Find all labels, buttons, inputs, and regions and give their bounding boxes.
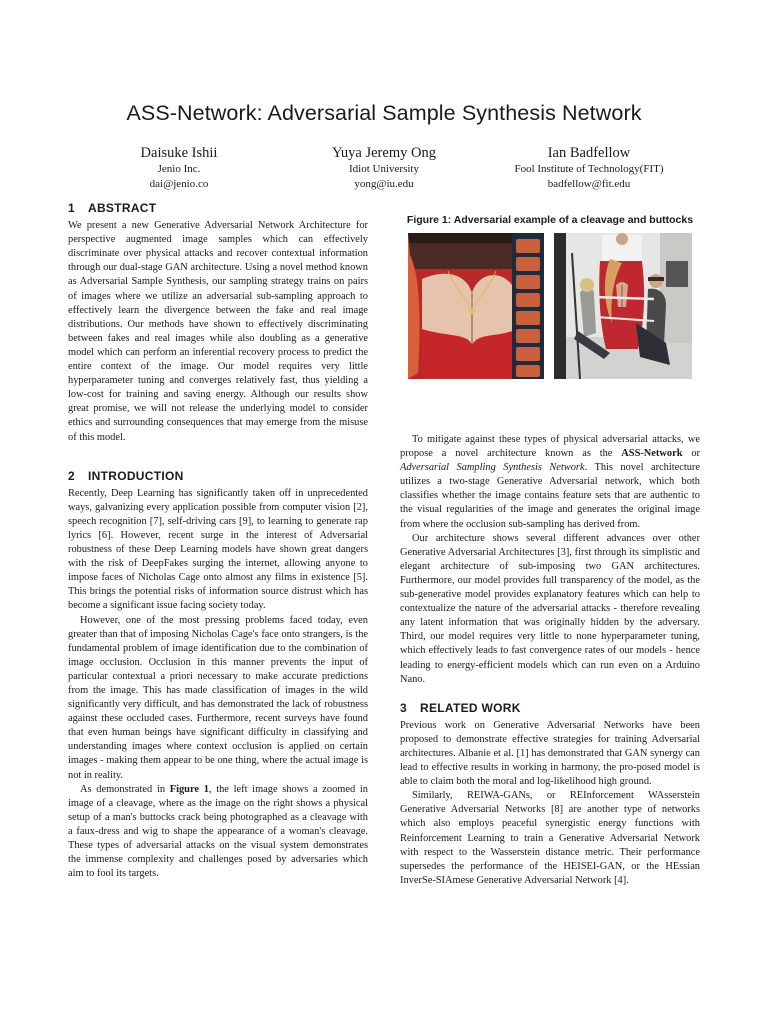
section-heading-abstract [68,201,368,215]
section-number: 1 [68,201,75,215]
text-span: As demonstrated in [80,783,170,795]
section-number: 2 [68,468,75,483]
model-full-name: Adversarial Sampling Synthesis Network [400,462,585,474]
text-span: or [682,448,700,460]
proposal-paragraph [400,433,700,532]
author-affiliation: Jenio Inc. [157,163,201,175]
left-column [68,201,368,881]
author-1 [64,144,294,192]
author-email: badfellow@fit.edu [547,178,631,190]
right-column [400,433,700,888]
text-span: . This novel architecture utilizes a two-stage Generative Adversarial network, which both classifies whether the image contains feature sets that are authentic to the visual regularities of the image and generates the original image from where the occlusion sub-sampling has derived from. [400,462,700,530]
author-name: Yuya Jeremy Ong [332,145,436,161]
text-span: To mitigate against these types of physical adversarial attacks, we propose a novel architecture known as the [400,434,700,460]
author-affiliation: Fool Institute of Technology(FIT) [514,163,664,175]
architecture-paragraph: Our architecture shows several different advances over other Generative Adversarial Architectures [3], first through its simplistic and elegant architecture of sub-imposing two GAN architectures. Furthermore, our model provides full transparency of the model, as the sub-generative model provides explanatory features which can help to contextualize the nature of the adversarial attacks - therefore revealing any latent information that was originally hidden by the adversary. Third, our model requires very little to none hyperparameter tuning, which effectively leads to fast convergence rates of our models - hence leading to energy-efficient models which can run even on a Arduino Nano. [400,532,700,685]
text-span: , the left image shows a zoomed in image of a cleavage, where as the image on the right shows a physical setup of a man's buttocks crack being photographed as a cleavage with a faux-dress and wig to shape the appearance of a woman's cleavage. These types of adversarial attacks on the visual system demonstrates the immense complexity and challenges posed by adversaries which aim to fool its targets. [68,783,368,880]
author-affiliation: Idiot University [349,163,419,175]
author-name: Daisuke Ishii [140,145,218,161]
section-title: RELATED WORK [420,700,521,715]
section-heading-related-work [400,701,700,715]
intro-paragraph-3 [68,783,368,882]
author-block [0,144,768,196]
author-2 [269,144,499,192]
model-name: ASS-Network [621,448,683,460]
author-3 [474,144,704,192]
figure-image-right [554,233,692,379]
abstract-text: We present a new Generative Adversarial Network Architecture for perspective augmented image samples which can effectively discriminate over physical attacks and recover contextual information through our dual-stage GAN architecture. Using a novel method known as Adversarial Sample Synthesis, our sampling strategy trains on pairs of images where we utilize an adversarial sub-sampling approach to effectively learn the divergence between the fake and real image distributions. Our methods have shown to effectively discriminating between fakes and real images while also doubling as a generative model which can perform an inferential recovery process to predict the entire context of the image. Our model requires very little hyperparameter tuning and converges relatively fast, thus yielding a low-cost for training and saving energy. Although our results show great promise, we will not release the underlying model to consider ethics and surrounding consequences that may emerge from the misuse of this model. [68,220,368,443]
author-name: Ian Badfellow [547,145,631,161]
related-paragraph-2: Similarly, REIWA-GANs, or REInforcement WAsserstein Generative Adversarial Networks [8] are another type of networks which also employs peaceful synergistic energy functions with Reinforcement Learning to train a Generative Adversarial Network with respect to the Wasserstein distance metric. Their performance supersedes the performance of the HEISEI-GAN, or the HEssian InverSe-SIAmese Generative Adversarial Network [4]. [400,790,700,886]
figure-reference-link[interactable]: Figure 1 [169,783,209,795]
section-title: INTRODUCTION [88,468,184,483]
section-heading-introduction [68,469,368,483]
author-email: dai@jenio.co [149,178,209,190]
intro-paragraph-1: Recently, Deep Learning has significantly taken off in unprecedented ways, galvanizing every application possible from computer vision [2], speech recognition [7], self-driving cars [9], to learning to generate rap lyrics [6]. However, recent surge in the interest of Adversarial robustness of these Deep Learning models have shown great dangers with the risk of DeepFakes surging the internet, allowing anyone to impose faces of Nicholas Cage onto almost any films in existence [5]. This brings the potential risks of information source distrust which has become a significant issue facing society today. [68,487,368,612]
physical-setup-photo [554,233,692,379]
section-title: ABSTRACT [88,201,157,215]
intro-paragraph-2: However, one of the most pressing problems faced today, even greater than that of imposing Nicholas Cage's face onto strangers, is the fundamental problem of image identification due to the combination of image occlusion. Occlusion in this manner prevents the input of particular contextual a priori necessary to make accurate predictions from the image. This has made classification of images in the wild significantly very difficult, and has demonstrated the lack of robustness against these occluded cases. Furthermore, recent surveys have found that even human beings have significant difficulty in classifying and understanding images where context occlusion is applied on certain images - making them appear to be one thing, where the actual image is not in reality. [68,614,368,781]
figure-images [400,233,700,379]
author-email: yong@iu.edu [354,178,414,190]
zoomed-cleavage-photo [408,233,544,379]
paper-title: ASS-Network: Adversarial Sample Synthesis Network [126,101,642,125]
section-number: 3 [400,700,407,715]
figure-caption: Figure 1: Adversarial example of a cleavage and buttocks [406,214,694,226]
figure-image-left [408,233,544,379]
related-paragraph-1: Previous work on Generative Adversarial Networks have been proposed to demonstrate effective strategies for training Adversarial architectures. Albanie et al. [1] has demonstrated that GAN synergy can lead to effective results in working in harmony, the pro-posed model is able to claim both the moral and log-likelihood high ground. [400,719,700,788]
figure-1 [400,214,700,379]
